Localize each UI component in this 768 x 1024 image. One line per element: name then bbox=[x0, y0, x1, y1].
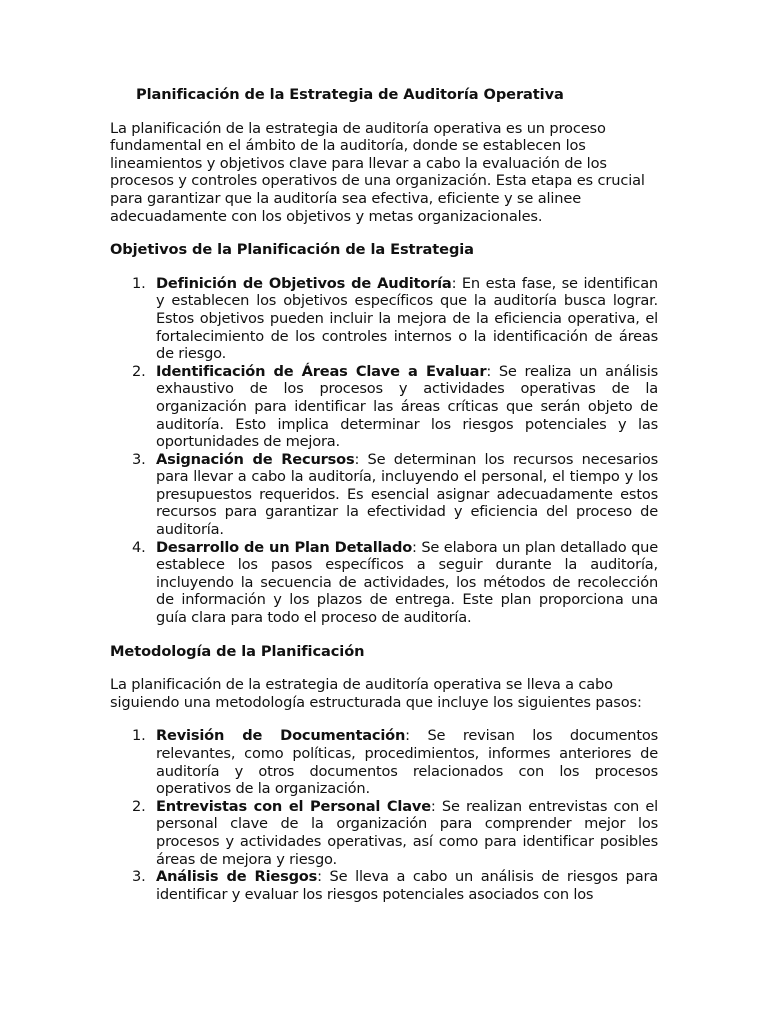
methodology-intro-paragraph: La planificación de la estrategia de auditoría operativa se lleva a cabo siguiendo una metodología estructurada que incluye los siguientes pasos: bbox=[110, 676, 642, 711]
list-item-text: : Se determinan los recursos necesarios para llevar a cabo la auditoría, incluyendo el personal, el tiempo y los presupuestos requeridos. Es esencial asignar adecuadamente estos recursos para garantizar la efectividad y eficiencia del proceso de auditoría. bbox=[156, 450, 658, 539]
list-item-text: : Se revisan los documentos relevantes, como políticas, procedimientos, informes anteriores de auditoría y otros documentos relacionados con los procesos operativos de la organización. bbox=[156, 727, 659, 798]
list-item-text: : Se realiza un análisis exhaustivo de los procesos y actividades operativas de la organización para identificar las áreas críticas que serán objeto de auditoría. Esto implica determinar los riesgos potenciales y las oportunidades de mejora. bbox=[156, 362, 658, 451]
list-item bbox=[110, 868, 658, 903]
list-item-number: 2. bbox=[132, 797, 146, 815]
list-item bbox=[110, 727, 658, 797]
list-item-term: Análisis de Riesgos bbox=[156, 868, 318, 886]
list-item-term: Asignación de Recursos bbox=[156, 450, 355, 468]
list-item-term: Entrevistas con el Personal Clave bbox=[156, 797, 431, 815]
list-item-text: : Se elabora un plan detallado que establece los pasos específicos a seguir durante la auditoría, incluyendo la secuencia de actividades, los métodos de recolección de información y los plazos de entrega. Este plan proporciona una guía clara para todo el proceso de auditoría. bbox=[156, 538, 658, 627]
list-item bbox=[110, 275, 658, 363]
list-item-number: 1. bbox=[132, 274, 146, 292]
methodology-list bbox=[110, 727, 658, 903]
methodology-heading: Metodología de la Planificación bbox=[110, 642, 365, 660]
document-page bbox=[110, 86, 658, 919]
list-item-number: 3. bbox=[132, 868, 146, 886]
intro-paragraph: La planificación de la estrategia de auditoría operativa es un proceso fundamental en el ámbito de la auditoría, donde se establecen los lineamientos y objetivos clave para llevar a cabo la evaluación de los procesos y controles operativos de una organización. Esta etapa es crucial para garantizar que la auditoría sea efectiva, eficiente y se alinee adecuadamente con los objetivos y metas organizacionales. bbox=[110, 119, 645, 225]
document-title: Planificación de la Estrategia de Auditoría Operativa bbox=[136, 86, 564, 103]
list-item-term: Definición de Objetivos de Auditoría bbox=[156, 274, 452, 292]
list-item-term: Desarrollo de un Plan Detallado bbox=[156, 538, 413, 556]
list-item bbox=[110, 798, 658, 868]
list-item-number: 1. bbox=[132, 727, 146, 745]
list-item bbox=[110, 451, 658, 539]
objectives-heading: Objetivos de la Planificación de la Estrategia bbox=[110, 241, 474, 259]
list-item-term: Identificación de Áreas Clave a Evaluar bbox=[156, 362, 487, 380]
list-item bbox=[110, 363, 658, 451]
objectives-list bbox=[110, 275, 658, 627]
list-item-text: : Se realizan entrevistas con el personal clave de la organización para comprender mejor los procesos y actividades operativas, así como para identificar posibles áreas de mejora y riesgo. bbox=[156, 797, 659, 868]
list-item-number: 2. bbox=[132, 362, 146, 380]
list-item-text: : En esta fase, se identifican y establecen los objetivos específicos que la auditoría busca lograr. Estos objetivos pueden incluir la mejora de la eficiencia operativa, el fortalecimiento de los controles internos o la identificación de áreas de riesgo. bbox=[156, 274, 658, 363]
list-item-text: : Se lleva a cabo un análisis de riesgos para identificar y evaluar los riesgos potenciales asociados con los bbox=[156, 868, 658, 903]
list-item-term: Revisión de Documentación bbox=[156, 727, 406, 745]
list-item-number: 4. bbox=[132, 538, 146, 556]
list-item bbox=[110, 539, 658, 627]
list-item-number: 3. bbox=[132, 450, 146, 468]
